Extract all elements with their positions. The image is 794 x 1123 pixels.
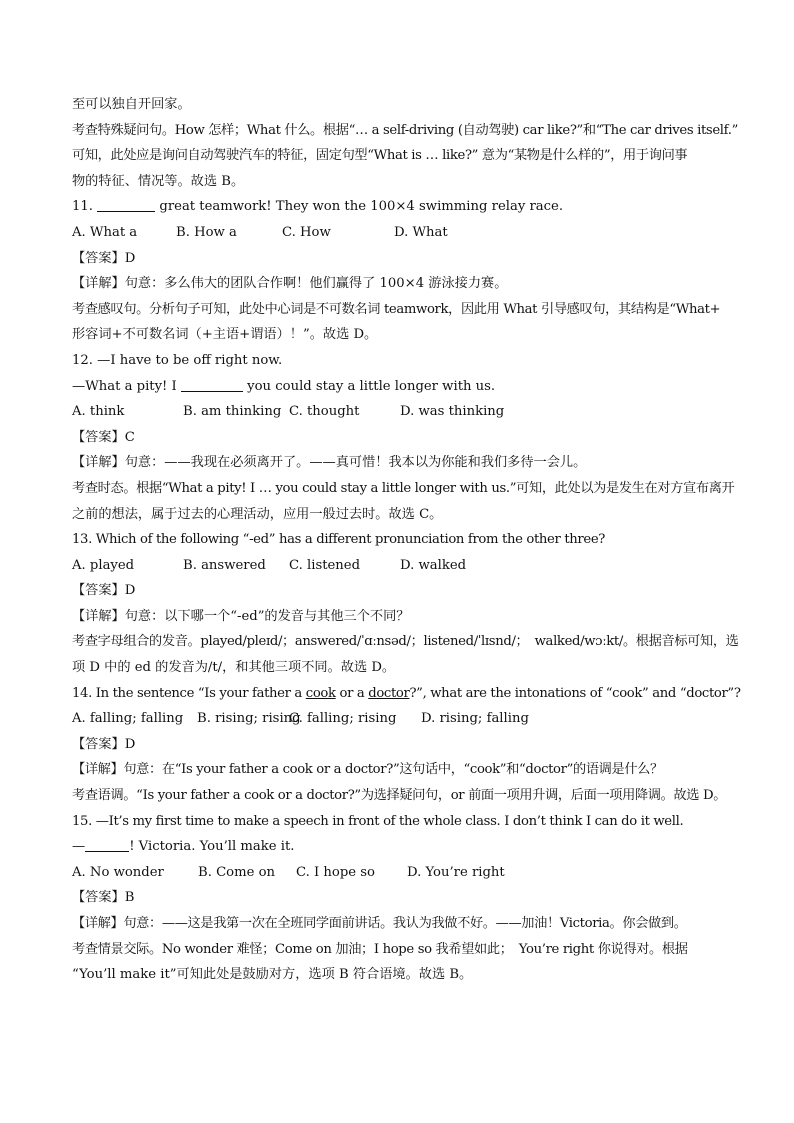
detail-line: 【详解】句意：在“Is your father a cook or a doctor?”这句话中，“cook”和“doctor”的语调是什么？ xyxy=(72,762,663,778)
option-d: D. was thinking xyxy=(400,404,505,420)
explanation-line: 考查特殊疑问句。How 怎样；What 什么。根据“… a self-driving (自动驾驶) car like?”和“The car drives itself.” xyxy=(72,122,738,138)
question-number: 11. xyxy=(72,199,93,215)
answer-blank xyxy=(85,851,129,852)
explanation-line: 可知，此处应是询问自动驾驶汽车的特征，固定句型“What is … like?” 意为“某物是什么样的”，用于询问事 xyxy=(72,148,688,164)
question-13-stem: 13. Which of the following “-ed” has a different pronunciation from the other three? xyxy=(72,532,605,548)
option-c: C. listened xyxy=(289,557,361,573)
question-text: great teamwork! They won the 100×4 swimming relay race. xyxy=(159,199,564,215)
detail-line: 【详解】句意：——我现在必须离开了。——真可惜！我本以为你能和我们多待一会儿。 xyxy=(72,455,587,471)
reply-text: — xyxy=(72,839,86,855)
answer-label: 【答案】D xyxy=(72,583,136,599)
reply-text: —What a pity! I xyxy=(72,378,177,394)
answer-blank xyxy=(97,211,155,212)
option-a: A. think xyxy=(72,404,125,420)
explanation-line: 考查语调。“Is your father a cook or a doctor?”为选择疑问句，or 前面一项用升调，后面一项用降调。故选 D。 xyxy=(72,788,727,804)
question-11-stem xyxy=(72,194,732,220)
question-text: or a xyxy=(339,685,365,701)
explanation-line: 考查感叹句。分析句子可知，此处中心词是不可数名词 teamwork，因此用 What 引导感叹句，其结构是“What+ xyxy=(72,301,721,317)
question-12-options xyxy=(72,399,732,425)
document-body xyxy=(72,92,741,988)
question-13-options xyxy=(72,553,732,579)
option-b: B. Come on xyxy=(198,864,276,880)
question-11-options xyxy=(72,220,732,246)
intro-line: 至可以独自开回家。 xyxy=(72,97,191,112)
detail-line: 【详解】句意：以下哪一个“-ed”的发音与其他三个不同？ xyxy=(72,608,410,624)
option-c: C. falling; rising xyxy=(289,711,397,727)
question-text: ?”, what are the intonations of “cook” and “doctor”? xyxy=(409,685,741,701)
explanation-line: 考查时态。根据“What a pity! I … you could stay a little longer with us.”可知，此处以为是发生在对方宣布离开 xyxy=(72,480,735,496)
option-c: C. I hope so xyxy=(296,864,375,880)
question-text: 14. In the sentence “Is your father a xyxy=(72,685,302,701)
explanation-line: 之前的想法，属于过去的心理活动，应用一般过去时。故选 C。 xyxy=(72,506,443,522)
detail-line: 【详解】句意：多么伟大的团队合作啊！他们赢得了 100×4 游泳接力赛。 xyxy=(72,276,508,292)
option-b: B. am thinking xyxy=(183,404,282,420)
option-c: C. How xyxy=(282,224,331,240)
option-b: B. answered xyxy=(183,557,266,573)
underlined-word: cook xyxy=(305,685,336,701)
question-12-reply xyxy=(72,374,732,400)
answer-label: 【答案】D xyxy=(72,736,136,752)
explanation-line: “You’ll make it”可知此处是鼓励对方，选项 B 符合语境。故选 B。 xyxy=(72,967,473,983)
detail-line: 【详解】句意：——这是我第一次在全班同学面前讲话。我认为我做不好。——加油！Victoria。你会做到。 xyxy=(72,916,687,931)
option-b: B. How a xyxy=(176,224,237,240)
answer-label: 【答案】C xyxy=(72,429,135,445)
reply-text: ! Victoria. You’ll make it. xyxy=(129,839,295,855)
option-a: A. No wonder xyxy=(72,864,164,880)
question-15-reply xyxy=(72,834,732,860)
reply-text: you could stay a little longer with us. xyxy=(247,378,496,394)
explanation-line: 考查字母组合的发音。played/pleɪd/；answered/ˈɑːnsəd/；listened/ˈlɪsnd/； walked/wɔːkt/。根据音标可知，选 xyxy=(72,634,739,650)
question-14-options xyxy=(72,706,732,732)
underlined-word: doctor xyxy=(368,685,410,701)
question-15-options xyxy=(72,860,732,886)
option-a: A. played xyxy=(72,557,135,573)
answer-blank xyxy=(181,391,243,392)
option-a: A. What a xyxy=(72,224,138,240)
question-15-stem: 15. —It’s my first time to make a speech in front of the whole class. I don’t think I can do it well. xyxy=(72,813,684,829)
explanation-line: 项 D 中的 ed 的发音为/t/，和其他三项不同。故选 D。 xyxy=(72,660,396,676)
answer-label: 【答案】D xyxy=(72,250,136,266)
explanation-line: 考查情景交际。No wonder 难怪；Come on 加油；I hope so 我希望如此； You’re right 你说得对。根据 xyxy=(72,941,688,957)
option-a: A. falling; falling xyxy=(72,711,184,727)
question-14-stem xyxy=(72,681,741,707)
explanation-line: 物的特征、情况等。故选 B。 xyxy=(72,173,245,189)
option-b: B. rising; rising xyxy=(197,711,301,727)
option-d: D. walked xyxy=(400,557,467,573)
option-d: D. rising; falling xyxy=(421,711,529,727)
option-d: D. You’re right xyxy=(407,864,505,880)
explanation-line: 形容词+不可数名词（+主语+谓语）！”。故选 D。 xyxy=(72,327,378,343)
question-12-stem: 12. —I have to be off right now. xyxy=(72,352,283,368)
option-d: D. What xyxy=(394,224,448,240)
answer-label: 【答案】B xyxy=(72,890,135,906)
option-c: C. thought xyxy=(289,404,360,420)
